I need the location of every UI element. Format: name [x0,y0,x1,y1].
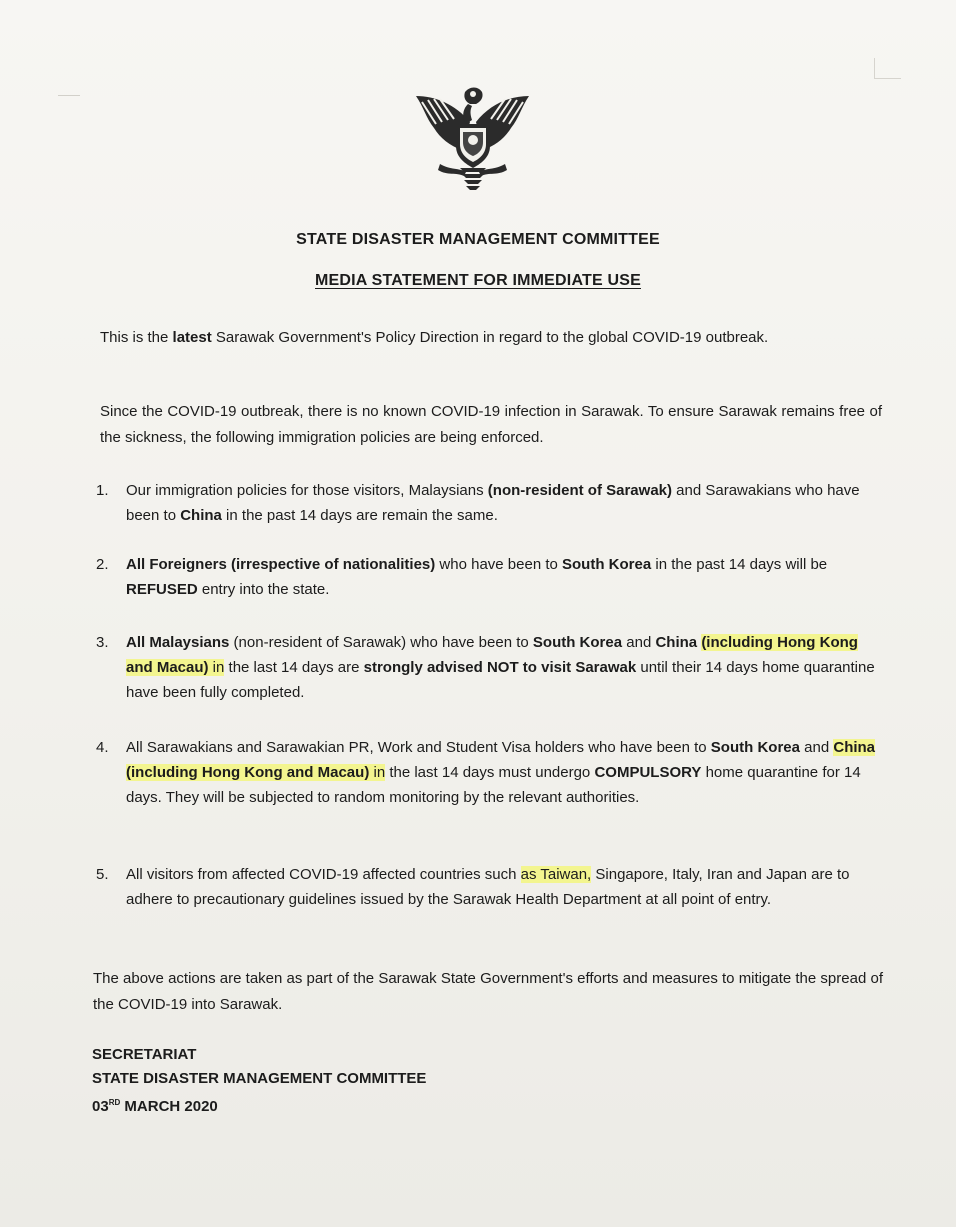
list-item: 4. All Sarawakians and Sarawakian PR, Work and Student Visa holders who have been to South Korea and China (including Hong Kong and Macau) in the last 14 days must undergo COMPULSORY home quarantine for 14 days. They will be subjected to random monitoring by the relevant authorities. [96,739,876,806]
document-title: STATE DISASTER MANAGEMENT COMMITTEE [296,231,660,248]
list-item-text: until their 14 days home quarantine have been fully completed. [126,659,875,701]
paper-corner-mark [874,58,901,79]
list-item-text: COMPULSORY [594,764,702,781]
list-item-text: and [622,634,656,651]
list-item-text: (including Hong Kong and Macau) [126,634,858,676]
list-item-text: home quarantine for 14 days. They will be subjected to random monitoring by the relevant authorities. [126,764,861,806]
list-item: 2. All Foreigners (irrespective of nationalities) who have been to South Korea in the past 14 days will be REFUSED entry into the state. [96,556,828,598]
signature-date: 03RD MARCH 2020 [92,1098,218,1115]
signature-block [92,1043,426,1119]
list-item-text: All Malaysians [126,634,230,651]
list-item-text: and Sarawakians who have been to [126,482,860,524]
list-item-text: the last 14 days must undergo [385,764,595,781]
list-item-text: REFUSED [126,581,198,598]
list-item-text: in the past 14 days will be [651,556,828,573]
list-item-text: (including Hong Kong and Macau) [126,764,370,781]
list-item-text: entry into the state. [197,581,330,598]
intro-paragraph: This is the latest Sarawak Government's Policy Direction in regard to the global COVID-19 outbreak. [100,329,769,346]
list-item-text: in the past 14 days are remain the same. [221,507,498,524]
list-item-text: who have been to [435,556,563,573]
closing-paragraph: The above actions are taken as part of the Sarawak State Government's efforts and measures to mitigate the spread of the COVID-19 into Sarawak. [93,970,883,1013]
list-item-text: All visitors from affected COVID-19 affected countries such [126,866,521,883]
list-item-text: China [655,634,698,651]
list-item-text: (non-resident of Sarawak) [487,482,672,499]
list-item-text: South Korea [562,556,652,573]
list-item-text: as Taiwan, [520,866,592,883]
list-item-text: (non-resident of Sarawak) who have been to [229,634,533,651]
list-item-text: in [369,764,386,781]
list-item-text: Singapore, Italy, Iran and Japan are to adhere to precautionary guidelines issued by the Sarawak Health Department at all point of entry. [126,866,850,908]
list-item: 5. All visitors from affected COVID-19 affected countries such as Taiwan, Singapore, Italy, Iran and Japan are to adhere to precautionary guidelines issued by the Sarawak Health Department at all point of entry. [96,866,850,908]
list-item-text: All Sarawakians and Sarawakian PR, Work and Student Visa holders who have been to [126,739,711,756]
list-item-text: and [799,739,834,756]
list-item-text: China [180,507,222,524]
list-item-text: strongly advised NOT to visit Sarawak [363,659,637,676]
paper-crease-mark [58,95,80,96]
list-item: 1. Our immigration policies for those visitors, Malaysians (non-resident of Sarawak) and Sarawakians who have been to China in the past 14 days are remain the same. [96,482,860,524]
list-item-text: the last 14 days are [224,659,364,676]
context-paragraph: Since the COVID-19 outbreak, there is no known COVID-19 infection in Sarawak. To ensure Sarawak remains free of the sickness, the following immigration policies are being enforced. [100,403,882,446]
list-item-text: South Korea [532,634,623,651]
sarawak-hornbill-coat-of-arms-icon [410,84,535,196]
signature-secretariat: SECRETARIAT [92,1046,197,1063]
list-item-text: in [208,659,225,676]
list-item-text: All Foreigners (irrespective of nationalities) [126,556,436,573]
list-item-text: Our immigration policies for those visitors, Malaysians [126,482,488,499]
signature-committee: STATE DISASTER MANAGEMENT COMMITTEE [92,1070,427,1087]
list-item-text: South Korea [710,739,800,756]
list-item: 3. All Malaysians (non-resident of Sarawak) who have been to South Korea and China (including Hong Kong and Macau) in the last 14 days are strongly advised NOT to visit Sarawak until their 14 days home quarantine have been fully completed. [96,634,875,701]
document-subtitle: MEDIA STATEMENT FOR IMMEDIATE USE [315,272,641,289]
list-item-text: China [833,739,876,756]
